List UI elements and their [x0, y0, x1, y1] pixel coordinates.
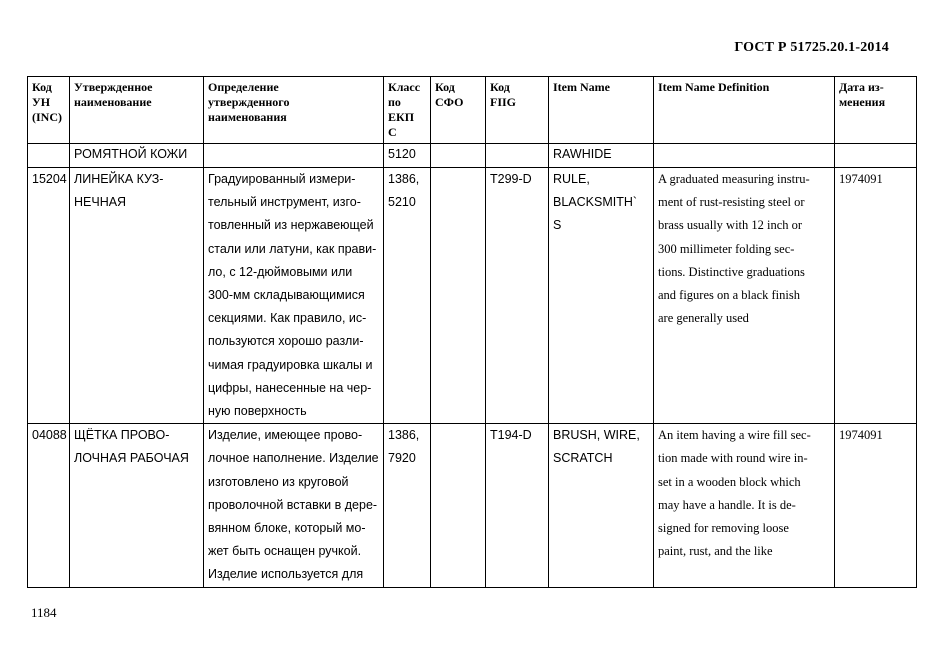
cell-text-line: СФО [435, 95, 464, 109]
cell-date [835, 144, 917, 168]
cell-item-definition [654, 144, 835, 168]
cell-text-line: Градуированный измери- [208, 172, 356, 186]
cell-text-line: S [553, 218, 562, 233]
cell-text-line: проволочной вставки в дере- [208, 497, 378, 512]
cell-text-line: paint, rust, and the like [658, 544, 773, 559]
cell-text-line: ment of rust-resisting steel or [658, 195, 805, 210]
cell-text-line: 1386, [388, 172, 420, 186]
cell-text-line: пользуются хорошо разли- [208, 334, 364, 349]
cell-text-line: наименования [208, 110, 287, 124]
cell-text-line: A graduated measuring instru- [658, 172, 810, 186]
cell-text-line: tions. Distinctive graduations [658, 264, 805, 279]
cell-text-line: ЕКП [388, 110, 415, 124]
cell-name [70, 424, 204, 587]
cell-text-line: signed for removing loose [658, 521, 789, 536]
header-inc [28, 77, 70, 144]
cell-inc: 15204 [28, 168, 70, 424]
page-number: 1184 [31, 605, 57, 620]
cell-sfo [431, 424, 486, 587]
cell-class [384, 168, 431, 424]
cell-text-line: Дата из- [839, 80, 884, 94]
cell-text-line: вянном блоке, который мо- [208, 521, 366, 536]
cell-text-line: 300-мм складывающимися [208, 288, 365, 303]
cell-text-line: НЕЧНАЯ [74, 195, 127, 210]
header-sfo [431, 77, 486, 144]
cell-text-line: FIIG [490, 95, 517, 109]
header-item-name-definition [654, 77, 835, 144]
cell-item-definition [654, 424, 835, 587]
cell-text-line: ЩЁТКА ПРОВО- [74, 428, 170, 443]
header-item-name [549, 77, 654, 144]
header-approved-name [70, 77, 204, 144]
cell-text-line: RULE, [553, 172, 590, 186]
cell-fiig: T194-D [486, 424, 549, 587]
cell-text-line: утвержденного [208, 95, 290, 109]
cell-text-line: чимая градуировка шкалы и [208, 357, 373, 372]
cell-text-line: tion made with round wire in- [658, 451, 808, 466]
cell-sfo [431, 168, 486, 424]
cell-definition [204, 168, 384, 424]
cell-text-line: BLACKSMITH` [553, 195, 638, 210]
cell-text-line: жет быть оснащен ручкой. [208, 544, 362, 559]
cell-text-line: ЛОЧНАЯ РАБОЧАЯ [74, 451, 189, 466]
table-row [28, 168, 917, 424]
document-standard-number: ГОСТ Р 51725.20.1-2014 [734, 40, 889, 55]
cell-text-line: set in a wooden block which [658, 474, 801, 489]
cell-definition [204, 144, 384, 168]
cell-text-line: цифры, нанесенные на чер- [208, 380, 372, 395]
cell-definition [204, 424, 384, 587]
cell-text-line: (INC) [32, 110, 62, 124]
cell-text-line: стали или латуни, как прави- [208, 241, 377, 256]
cell-text-line: An item having a wire fill sec- [658, 428, 811, 443]
cell-text-line: Утвержденное [74, 80, 153, 94]
cell-text-line: Изделие используется для [208, 567, 364, 582]
cell-text-line: brass usually with 12 inch or [658, 218, 803, 233]
cell-inc [28, 144, 70, 168]
cell-date: 1974091 [835, 424, 917, 587]
cell-text-line: изготовлено из круговой [208, 474, 349, 489]
cell-text-line: Код [32, 80, 52, 94]
table-row [28, 424, 917, 587]
cell-text-line: Код [490, 80, 510, 94]
header-definition [204, 77, 384, 144]
cell-text-line: ло, с 12-дюймовыми или [208, 264, 353, 279]
header-class [384, 77, 431, 144]
cell-text-line: 300 millimeter folding sec- [658, 241, 795, 256]
cell-item-name: RAWHIDE [549, 144, 654, 168]
cell-text-line: and figures on a black finish [658, 288, 800, 303]
cell-text-line: 1386, [388, 428, 420, 443]
cell-text-line: Определение [208, 80, 279, 94]
table-row-continuation [28, 144, 917, 168]
cell-class [384, 424, 431, 587]
header-change-date [835, 77, 917, 144]
cell-fiig: T299-D [486, 168, 549, 424]
cell-text-line: менения [839, 95, 886, 109]
cell-text-line: С [388, 125, 397, 139]
cell-text-line: Класс [388, 80, 421, 94]
cell-inc: 04088 [28, 424, 70, 587]
cell-name [70, 168, 204, 424]
cell-text-line: SCRATCH [553, 451, 613, 466]
cell-date: 1974091 [835, 168, 917, 424]
cell-class: 5120 [384, 144, 431, 168]
cell-text-line: тельный инструмент, изго- [208, 195, 361, 210]
cell-text-line: 7920 [388, 451, 416, 466]
header-fiig [486, 77, 549, 144]
cell-text-line: наименование [74, 95, 152, 109]
cell-name: РОМЯТНОЙ КОЖИ [70, 144, 204, 168]
classification-table [27, 76, 917, 588]
cell-text-line: по [388, 95, 401, 109]
cell-text-line: Код [435, 80, 455, 94]
table-header-row [28, 77, 917, 144]
cell-text-line: лочное наполнение. Изделие [208, 451, 379, 466]
cell-text-line: are generally used [658, 311, 749, 326]
cell-item-definition [654, 168, 835, 424]
cell-text-line: УН [32, 95, 51, 109]
cell-text-line: товленный из нержавеющей [208, 218, 374, 233]
cell-item-name [549, 424, 654, 587]
cell-text-line: BRUSH, WIRE, [553, 428, 640, 443]
cell-text-line: may have a handle. It is de- [658, 497, 796, 512]
cell-text-line: ЛИНЕЙКА КУЗ- [74, 172, 164, 186]
cell-fiig [486, 144, 549, 168]
cell-text-line: 5210 [388, 195, 416, 210]
cell-text-line: Item Name [553, 80, 610, 94]
cell-item-name [549, 168, 654, 424]
cell-text-line: Item Name Definition [658, 80, 770, 94]
cell-text-line: секциями. Как правило, ис- [208, 311, 367, 326]
cell-text-line: Изделие, имеющее прово- [208, 428, 363, 443]
cell-text-line: ную поверхность [208, 404, 307, 419]
cell-sfo [431, 144, 486, 168]
